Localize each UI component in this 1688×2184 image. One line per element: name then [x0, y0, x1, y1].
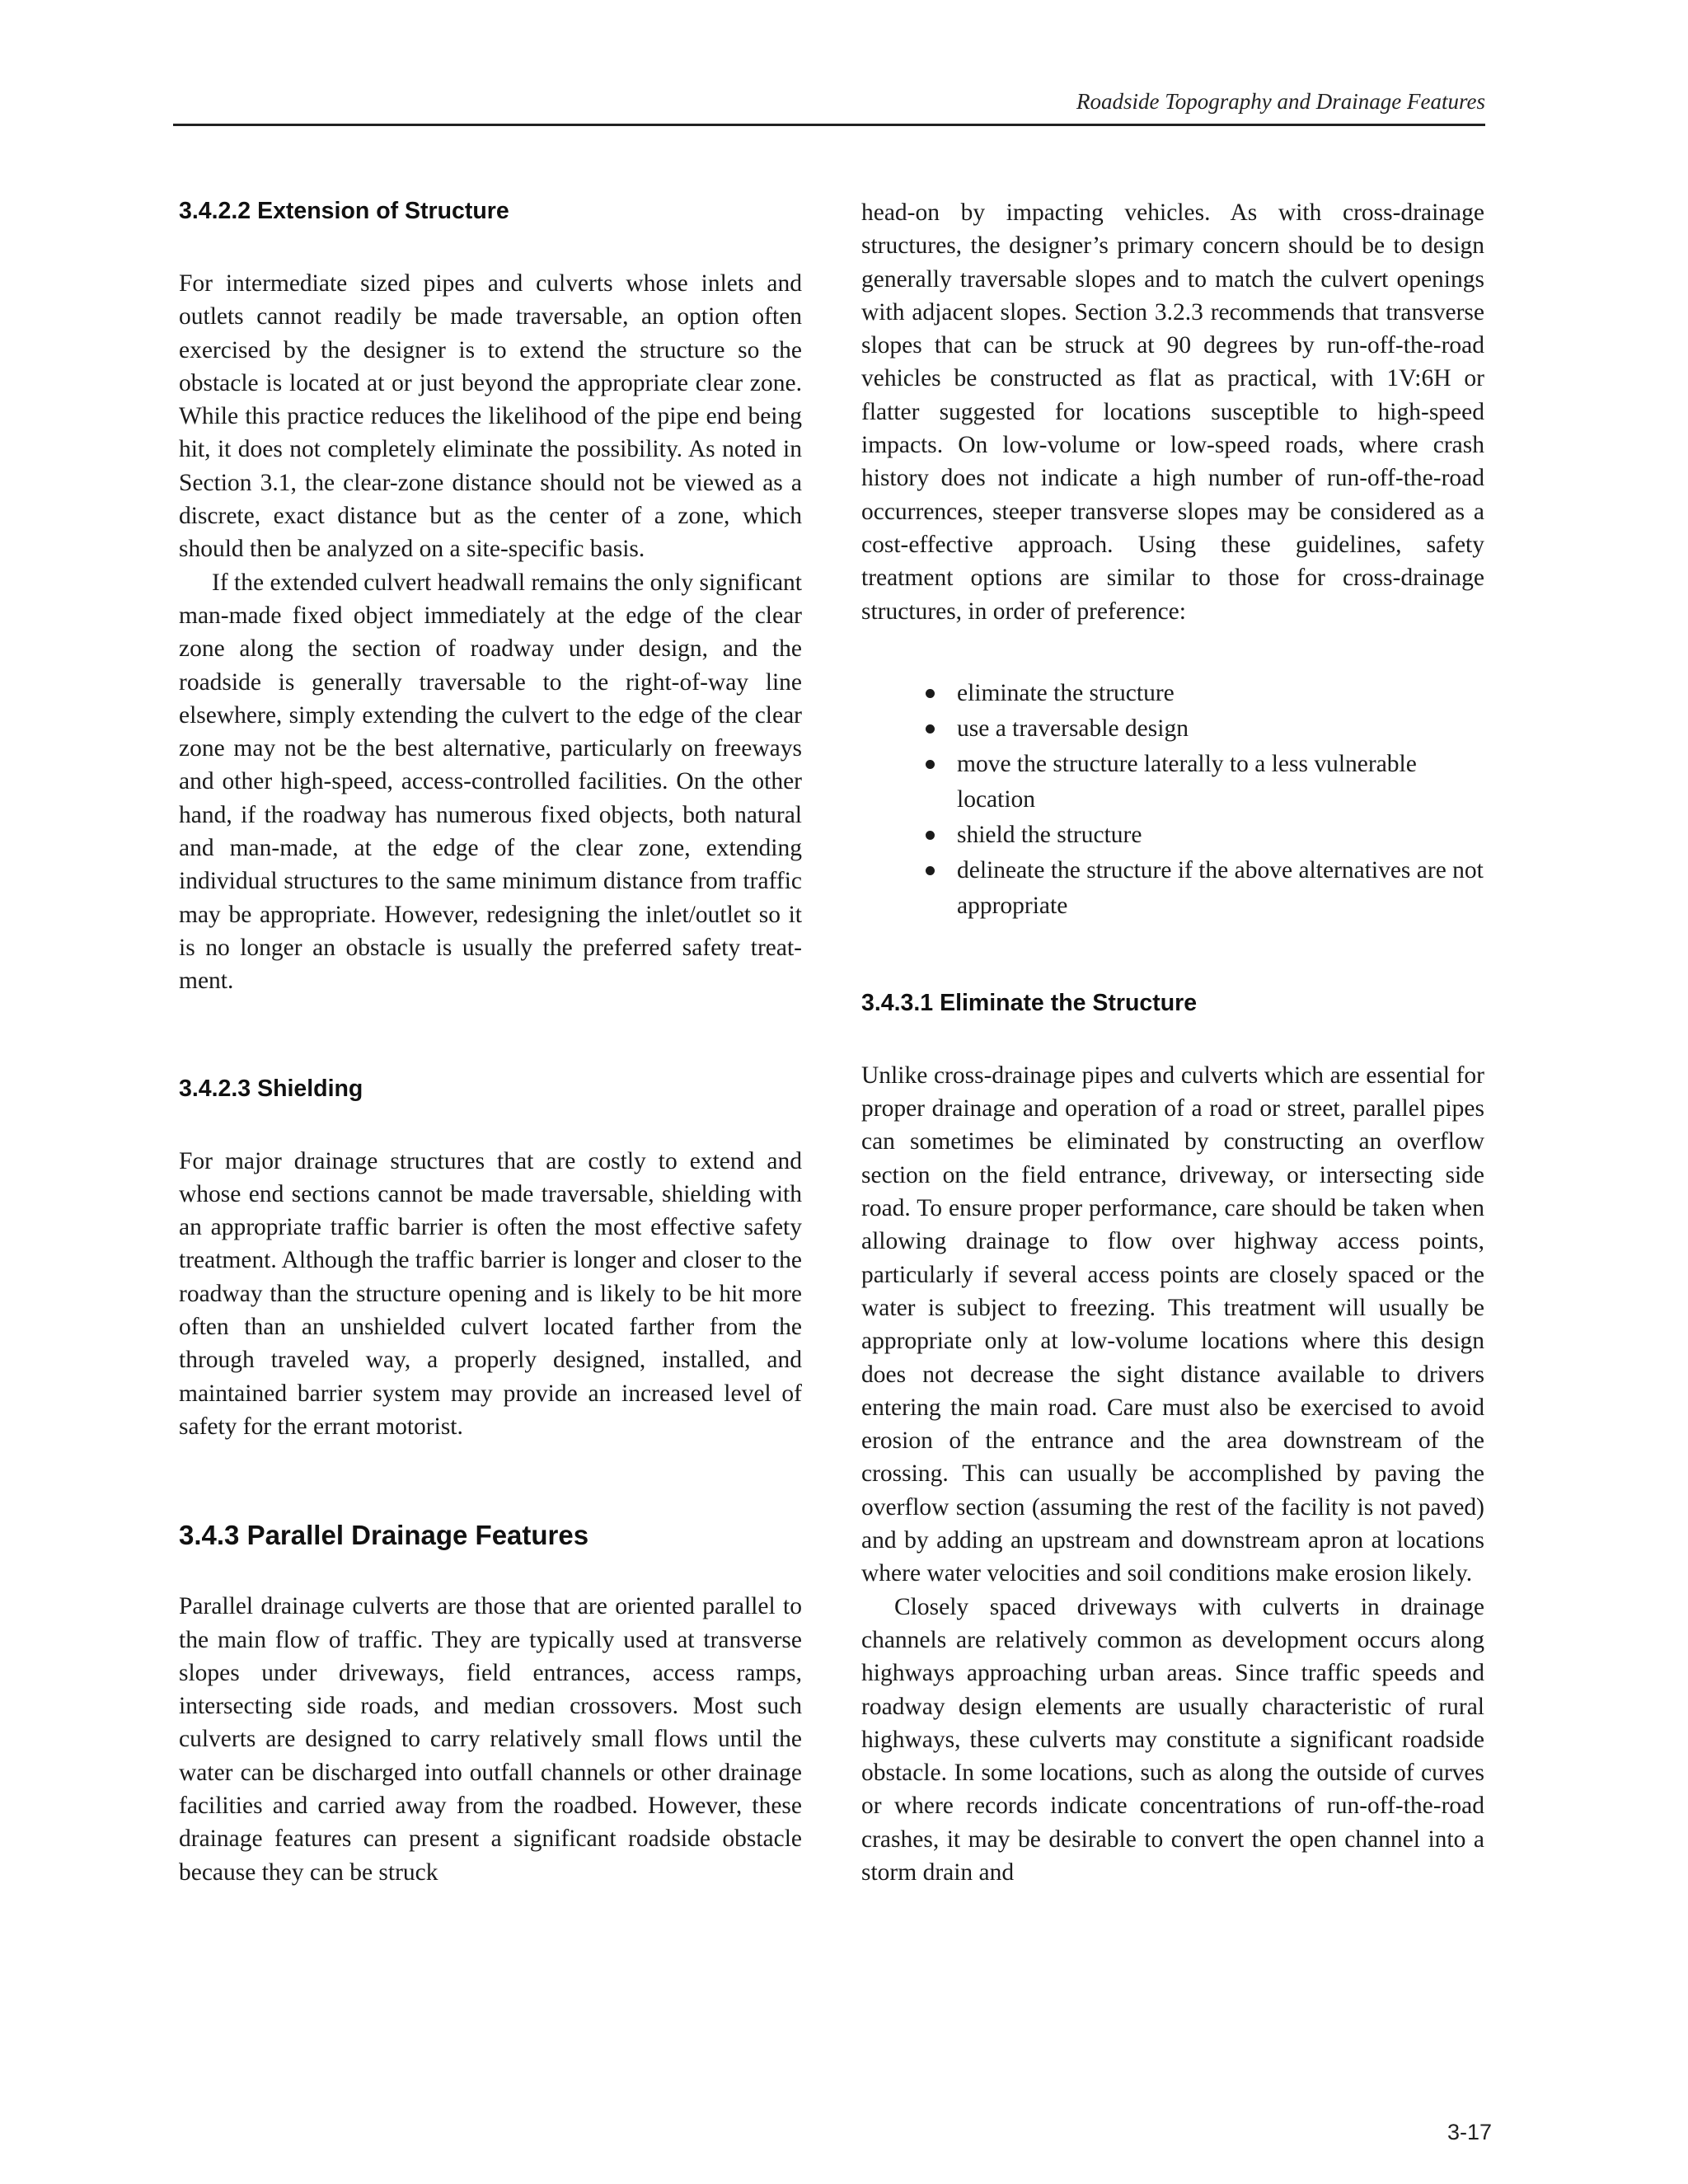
- bullet-icon: [926, 689, 935, 698]
- paragraph-eliminate-1: Unlike cross-drainage pipes and culverts which are essential for proper drainage and operation of a road or street, parallel pipes can sometimes be eliminated by constructing an overflow section on the field entrance, driveway, or intersecting side road. To ensure proper performance, care should be taken when allowing drainage to flow over highway access points, particularly if several access points are closely spaced or the water is subject to freezing. This treatment will usually be appropriate only at low-volume locations where this design does not decrease the sight distance available to drivers entering the main road. Care must also be exercised to avoid erosion of the entrance and the area downstream of the crossing. This can usually be accomplished by paving the overflow section (assuming the rest of the facility is not paved) and by adding an upstream and downstream apron at locations where water velocities and soil conditions make erosion likely.: [861, 1062, 1484, 1587]
- preference-list: [926, 676, 1484, 924]
- right-column: [861, 196, 1484, 1889]
- bullet-icon: [926, 724, 935, 733]
- paragraph-continued: head-on by impacting vehicles. As with cross-drainage structures, the designer’s primary concern should be to design generally traversable slopes and to match the culvert openings with adjacent slopes. Section 3.2.3 recommends that transverse slopes that can be struck at 90 degrees by run-off-the-road vehicles be constructed as flat as practical, with 1V:6H or flatter suggested for locations susceptible to high-speed impacts. On low-volume or low-speed roads, where crash history does not indicate a high number of run-off-the-road occurrences, steeper transverse slopes may be considered as a cost-effective approach. Using these guidelines, safety treatment options are similar to those for cross-drainage structures, in order of preference:: [861, 199, 1484, 625]
- paragraph-shielding-1: For major drainage structures that are costly to extend and whose end sections cannot be made traversable, shielding with an appropriate traffic barrier is often the most effective safety treatment. Although the traffic barrier is longer and closer to the roadway than the structure opening and is likely to be hit more often than an unshielded culvert located farther from the through traveled way, a properly designed, installed, and maintained barrier system may provide an increased level of safety for the errant motorist.: [179, 1147, 802, 1440]
- spacer: [861, 628, 1484, 676]
- page-number: 3-17: [1447, 2120, 1492, 2144]
- spacer: [179, 998, 802, 1074]
- paragraph-extension-1: For intermediate sized pipes and culverts whose inlets and outlets cannot readily be made traversable, an option often exercised by the designer is to extend the structure so the obstacle is located at or just beyond the appropriate clear zone. While this practice reduces the likelihood of the pipe end being hit, it does not completely eliminate the possibility. As noted in Section 3.1, the clear-zone distance should not be viewed as a discrete, exact distance but as the center of a zone, which should then be analyzed on a site-specific basis.: [179, 270, 802, 563]
- paragraph-extension-2: If the extended culvert headwall remains the only significant man-made fixed object immediately at the edge of the clear zone along the section of roadway under design, and the roadside is generally traversable to the right-of-way line elsewhere, simply extending the culvert to the edge of the clear zone may not be the best alternative, particularly on freeways and other high-speed, access-controlled facilities. On the other hand, if the roadway has numerous fixed objects, both natural and man-made, at the edge of the clear zone, extending individual structures to the same minimum distance from traffic may be appropriate. However, redesigning the inlet/outlet so it is no longer an obstacle is usually the preferred safety treatment.: [179, 569, 802, 995]
- list-item: [926, 853, 1484, 924]
- list-item-text: move the structure laterally to a less vulnerable location: [957, 750, 1417, 813]
- heading-3-4-2-2: 3.4.2.2 Extension of Structure: [179, 198, 509, 224]
- list-item-text: use a traversable design: [957, 715, 1189, 742]
- heading-3-4-3: 3.4.3 Parallel Drainage Features: [179, 1520, 589, 1551]
- paragraph-eliminate-2: Closely spaced driveways with culverts in drainage channels are relatively common as development occurs along highways approaching urban areas. Since traffic speeds and roadway design elements are usually characteristic of rural highways, these culverts may constitute a significant roadside obstacle. In some locations, such as along the outside of curves or where records indicate concentrations of run-off-the-road crashes, it may be desirable to convert the open channel into a storm drain and: [861, 1593, 1484, 1886]
- bullet-icon: [926, 831, 935, 840]
- spacer: [861, 924, 1484, 988]
- list-item: [926, 747, 1484, 818]
- list-item: [926, 711, 1484, 747]
- header-rule: [173, 124, 1485, 126]
- bullet-icon: [926, 866, 935, 875]
- heading-3-4-2-3: 3.4.2.3 Shielding: [179, 1075, 363, 1102]
- list-item: [926, 818, 1484, 853]
- list-item: [926, 676, 1484, 711]
- paragraph-parallel-1: Parallel drainage culverts are those that are oriented parallel to the main flow of traffic. They are typically used at transverse slopes under driveways, field entrances, access ramps, intersecting side roads, and median crossovers. Most such culverts are designed to carry relatively small flows until the water can be discharged into outfall channels or other drainage facilities and carried away from the roadbed. However, these drainage features can present a significant roadside obstacle because they can be struck: [179, 1593, 802, 1886]
- running-header: Roadside Topography and Drainage Features: [1076, 89, 1485, 114]
- list-item-text: eliminate the structure: [957, 679, 1175, 706]
- left-column: [179, 196, 802, 1889]
- heading-3-4-3-1: 3.4.3.1 Eliminate the Structure: [861, 989, 1198, 1016]
- list-item-text: delineate the structure if the above alternatives are not appropriate: [957, 856, 1484, 919]
- bullet-icon: [926, 760, 935, 769]
- list-item-text: shield the structure: [957, 821, 1142, 848]
- spacer: [179, 1443, 802, 1519]
